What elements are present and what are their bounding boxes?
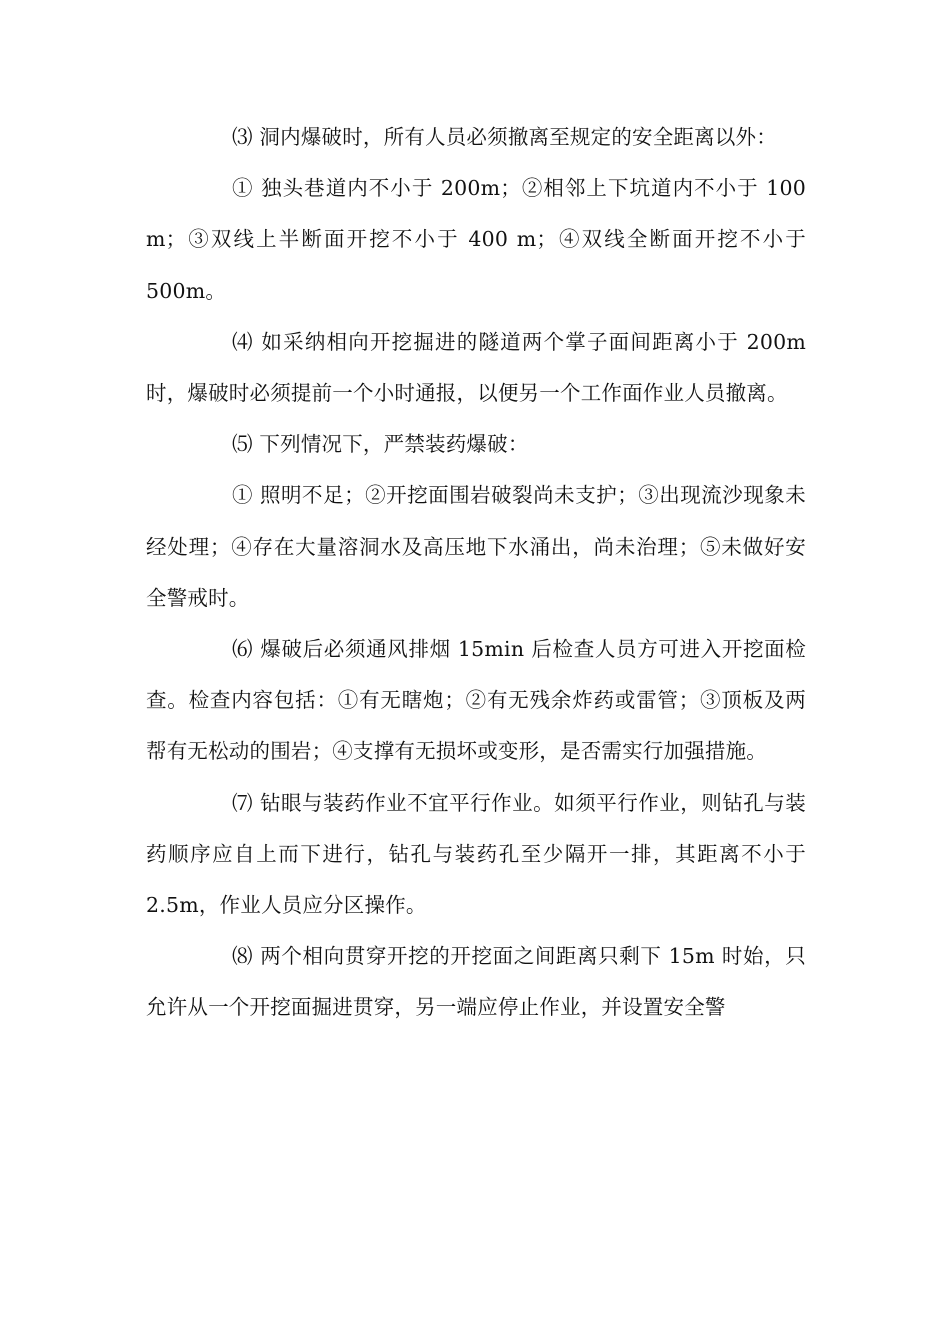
document-body bbox=[146, 112, 806, 1034]
paragraph-prohibited-conditions-heading: ⑸ 下列情况下，严禁装药爆破： bbox=[232, 432, 529, 457]
paragraph-opposing-faces-notice: ⑷ 如采纳相向开挖掘进的隧道两个掌子面间距离小于 200m 时，爆破时必须提前一个小时通报，以便另一个工作面作业人员撤离。 bbox=[146, 329, 806, 406]
paragraph-safe-distances: ① 独头巷道内不小于 200m；②相邻上下坑道内不小于 100 m；③双线上半断面开挖不小于 400 m；④双线全断面开挖不小于 500m。 bbox=[146, 176, 806, 303]
paragraph-drilling-charging: ⑺ 钻眼与装药作业不宜平行作业。如须平行作业，则钻孔与装药顺序应自上而下进行，钻孔与装药孔至少隔开一排，其距离不小于 2.5m，作业人员应分区操作。 bbox=[146, 790, 806, 918]
paragraph-breakthrough: ⑻ 两个相向贯穿开挖的开挖面之间距离只剩下 15m 时始，只允许从一个开挖面掘进贯穿，另一端应停止作业，并设置安全警 bbox=[146, 944, 806, 1020]
paragraph-prohibited-conditions-list: ① 照明不足；②开挖面围岩破裂尚未支护；③出现流沙现象未经处理；④存在大量溶洞水及高压地下水涌出，尚未治理；⑤未做好安全警戒时。 bbox=[146, 483, 806, 610]
paragraph-blasting-evacuation: ⑶ 洞内爆破时，所有人员必须撤离至规定的安全距离以外： bbox=[232, 125, 777, 149]
paragraph-post-blast-inspection: ⑹ 爆破后必须通风排烟 15min 后检查人员方可进入开挖面检查。检查内容包括：①有无瞎炮；②有无残余炸药或雷管；③顶板及两帮有无松动的围岩；④支撑有无损坏或变形，是否需实行加强措施。 bbox=[146, 637, 806, 764]
